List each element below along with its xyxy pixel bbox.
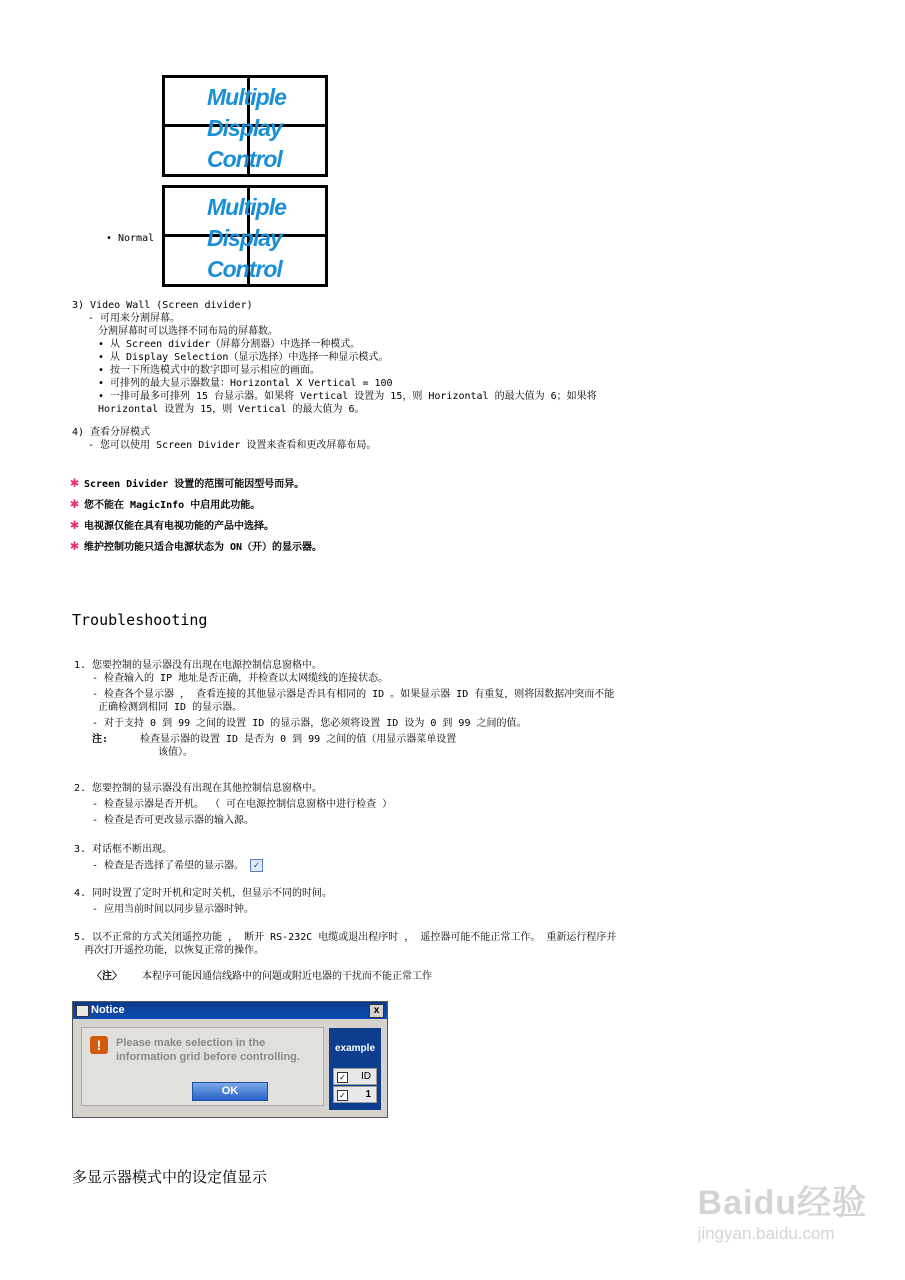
note-item: ✱ 您不能在 MagicInfo 中启用此功能。 <box>70 494 261 512</box>
ts-item-1: 1. 您要控制的显示器没有出现在电源控制信息窗格中。 - 检查输入的 IP 地址是否正确，并检查以太网缆线的连接状态。 - 检查各个显示器 ， 查看连接的其他显示器是否具有相同的 ID 。如果显示器 ID 有重复，则将因数据冲突而不能 正确检测到相同 ID 的显示器。 - 对于支持 0 到 99 之间的设置 ID 的显示器，您必须将设置 ID 设为 0 到 99 之间的值。 注: 检查显示器的设置 ID 是否为 0 到 99 之间的值（用显示器菜单设置 该值）。 <box>74 660 615 758</box>
dialog-body <box>81 1027 324 1106</box>
ok-button[interactable]: OK <box>192 1082 268 1101</box>
section-view-split: 4) 查看分屏模式 - 您可以使用 Screen Divider 设置来查看和更改屏幕布局。 <box>72 427 377 451</box>
notice-dialog <box>72 1001 388 1118</box>
star-icon: ✱ <box>70 515 80 533</box>
star-icon: ✱ <box>70 494 80 512</box>
mdc-text: Multiple Display Control <box>207 194 286 282</box>
mdc-illustration-normal <box>162 185 328 287</box>
notes-list <box>70 473 322 557</box>
star-icon: ✱ <box>70 473 80 491</box>
window-icon <box>76 1005 89 1017</box>
note-item: ✱ 维护控制功能只适合电源状态为 ON（开）的显示器。 <box>70 536 323 554</box>
star-icon: ✱ <box>70 536 80 554</box>
baidu-watermark: Baidu经验 jingyan.baidu.com <box>697 1184 867 1243</box>
example-header-row: ✓ ID <box>333 1068 377 1085</box>
section-title: 3) Video Wall (Screen divider) <box>72 300 253 311</box>
ts-note: 〈注〉 本程序可能因通信线路中的问题或附近电器的干扰而不能正常工作 <box>92 971 432 982</box>
note-item: ✱ Screen Divider 设置的范围可能因型号而异。 <box>70 473 305 491</box>
dialog-titlebar: Notice x <box>73 1002 387 1019</box>
mdc-text: Multiple Display Control <box>207 84 286 172</box>
section-title: 4) 查看分屏模式 <box>72 427 151 438</box>
example-value-row: ✓ 1 <box>333 1086 377 1103</box>
troubleshooting-heading: Troubleshooting <box>72 611 208 629</box>
checkbox-icon: ✓ <box>250 859 263 872</box>
ts-item-4: 4. 同时设置了定时开机和定时关机，但显示不同的时间。 - 应用当前时间以同步显示器时钟。 <box>74 888 333 915</box>
checkbox-icon: ✓ <box>337 1072 348 1083</box>
note-item: ✱ 电视源仅能在具有电视功能的产品中选择。 <box>70 515 274 533</box>
mdc-illustration-top <box>162 75 328 177</box>
normal-bullet: • Normal <box>106 232 154 245</box>
example-panel: example ✓ ID ✓ 1 <box>329 1028 381 1110</box>
section-video-wall: 3) Video Wall (Screen divider) - 可用来分割屏幕。 分割屏幕时可以选择不同布局的屏幕数。 • 从 Screen divider（屏幕分割器）中选择一种模式。 • 从 Display Selection（显示选择）中选择一种显示模式。 • 按一下所选模式中的数字即可显示相应的画面。 • 可排列的最大显示器数量：Horizontal X Vertical = 100 • 一排可最多可排列 15 台显示器。如果将 Vertical 设置为 15，则 Horizontal 的最大值为 6；如果将 Horizontal 设置为 15，则 Vertical 的最大值为 6。 <box>72 299 597 416</box>
ts-item-3: 3. 对话框不断出现。 - 检查是否选择了希望的显示器。 ✓ <box>74 843 263 873</box>
checkbox-icon: ✓ <box>337 1090 348 1101</box>
ts-item-5: 5. 以不正常的方式关闭遥控功能 ， 断开 RS-232C 电缆或退出程序时 ， 遥控器可能不能正常工作。 重新运行程序并 再次打开遥控功能，以恢复正常的操作。 <box>74 932 617 956</box>
close-icon[interactable]: x <box>369 1004 384 1018</box>
bottom-heading: 多显示器模式中的设定值显示 <box>72 1168 268 1186</box>
ts-item-2: 2. 您要控制的显示器没有出现在其他控制信息窗格中。 - 检查显示器是否开机。 （ 可在电源控制信息窗格中进行检查 ） - 检查是否可更改显示器的输入源。 <box>74 783 393 826</box>
dialog-message: Please make selection in the information grid before controlling. <box>116 1037 300 1063</box>
warning-icon: ! <box>90 1036 108 1054</box>
